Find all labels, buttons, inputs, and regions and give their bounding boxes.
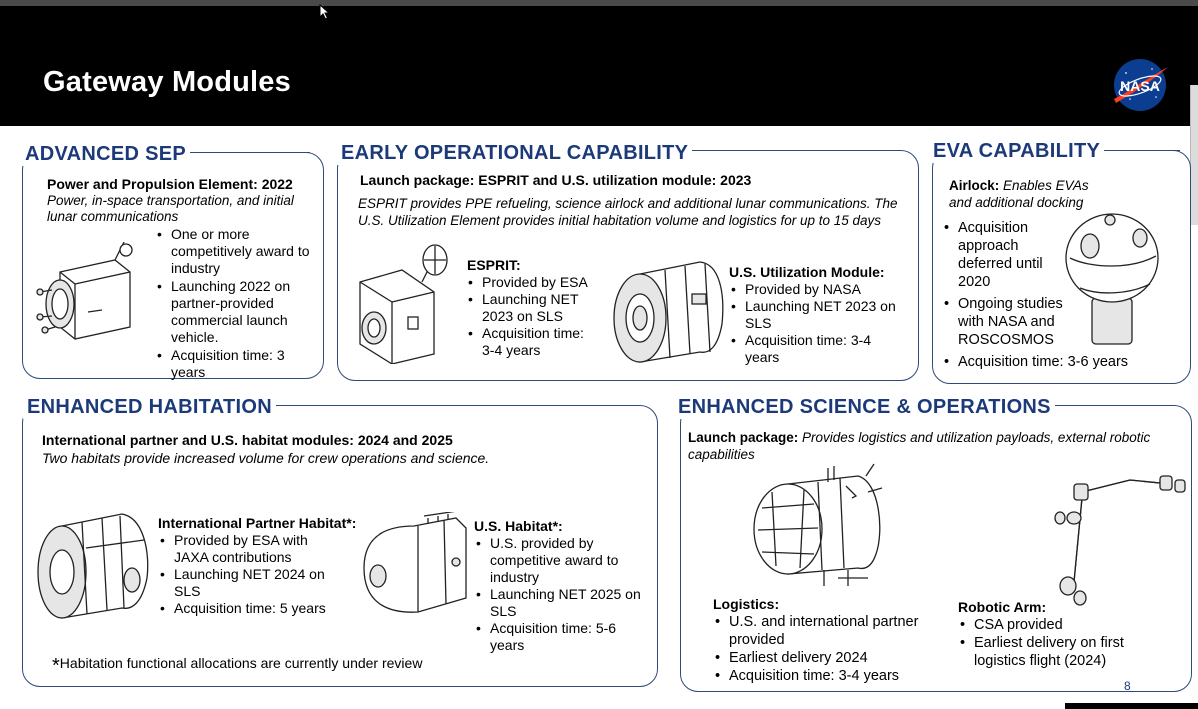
- ip-habitat-illustration: [32, 508, 154, 623]
- svg-text:NASA: NASA: [1120, 78, 1160, 94]
- ip-habitat-heading: International Partner Habitat*:: [158, 515, 357, 531]
- list-item: • Launching NET 2025 on SLS: [474, 586, 654, 620]
- logistics-heading: Logistics:: [713, 596, 780, 612]
- early-operational-heading: Launch package: ESPRIT and U.S. utilization module: 2023: [360, 172, 752, 188]
- list-item: • Acquisition time: 5-6 years: [474, 620, 654, 654]
- list-item: • Launching 2022 on partner-provided commercial launch vehicle.: [155, 278, 320, 346]
- list-item: • Launching NET 2023 on SLS: [729, 298, 909, 332]
- robotic-arm-illustration: [1040, 470, 1190, 610]
- list-item: • Acquisition time: 3-4 years: [713, 667, 943, 685]
- list-item: • Provided by ESA: [466, 274, 596, 291]
- robotic-arm-bullets: [958, 616, 1148, 670]
- ip-habitat-bullets: [158, 532, 343, 617]
- us-habitat-illustration: [344, 512, 472, 624]
- enhanced-habitation-title: ENHANCED HABITATION: [23, 396, 276, 419]
- logistics-bullets: [713, 613, 943, 685]
- list-item: • Acquisition approach deferred until 2020: [942, 219, 1070, 291]
- list-item: • U.S. and international partner provided: [713, 613, 943, 649]
- slide-title: Gateway Modules: [43, 66, 291, 98]
- ppe-module-illustration: [30, 242, 155, 352]
- us-utilization-bullets: [729, 281, 909, 366]
- esprit-module-illustration: [352, 242, 464, 364]
- eva-capability-title: EVA CAPABILITY: [929, 140, 1104, 163]
- airlock-illustration: [1060, 208, 1164, 346]
- early-operational-description: ESPRIT provides PPE refueling, science airlock and additional lunar communications. The U.S. Utilization Element provides initial habitation volume and logistics for up to 15 days: [358, 196, 898, 228]
- robotic-arm-heading: Robotic Arm:: [958, 599, 1047, 615]
- advanced-sep-title: ADVANCED SEP: [21, 143, 190, 166]
- list-item: • Ongoing studies with NASA and ROSCOSMOS: [942, 295, 1070, 349]
- habitation-heading: International partner and U.S. habitat modules: 2024 and 2025: [42, 432, 453, 448]
- advanced-sep-heading: Power and Propulsion Element: 2022: [47, 176, 293, 192]
- early-operational-title: EARLY OPERATIONAL CAPABILITY: [337, 142, 692, 165]
- list-item: • CSA provided: [958, 616, 1148, 634]
- list-item: • U.S. provided by competitive award to industry: [474, 535, 654, 586]
- list-item: • Acquisition time: 3-6 years: [942, 353, 1182, 371]
- list-item: • Acquisition time: 3-4 years: [466, 325, 596, 359]
- bottom-bar: [1065, 703, 1198, 709]
- us-habitat-bullets: [474, 535, 654, 654]
- science-heading: Launch package: Provides logistics and utilization payloads, external robotic capabilities: [688, 430, 1151, 462]
- page-number: 8: [1124, 679, 1131, 693]
- us-utilization-module-illustration: [610, 254, 730, 370]
- habitation-subtitle: Two habitats provide increased volume for crew operations and science.: [42, 450, 490, 466]
- list-item: • Launching NET 2024 on SLS: [158, 566, 343, 600]
- list-item: • Earliest delivery on first logistics flight (2024): [958, 634, 1148, 670]
- list-item: • Acquisition time: 3-4 years: [729, 332, 909, 366]
- eva-bullets: [942, 219, 1070, 349]
- scrollbar[interactable]: [1190, 85, 1198, 225]
- nasa-logo: [1108, 53, 1172, 117]
- list-item: • Launching NET 2023 on SLS: [466, 291, 596, 325]
- advanced-sep-subtitle: Power, in-space transportation, and initial lunar communications: [47, 193, 294, 224]
- advanced-sep-bullets: [155, 226, 320, 381]
- list-item: • Earliest delivery 2024: [713, 649, 943, 667]
- list-item: • Provided by ESA with JAXA contributions: [158, 532, 343, 566]
- science-operations-title: ENHANCED SCIENCE & OPERATIONS: [674, 396, 1055, 419]
- logistics-module-illustration: [748, 462, 888, 590]
- mouse-cursor-icon: [319, 4, 331, 20]
- list-item: • Provided by NASA: [729, 281, 909, 298]
- us-utilization-heading: U.S. Utilization Module:: [729, 264, 885, 280]
- list-item: • Acquisition time: 3 years: [155, 347, 320, 381]
- habitation-footnote: *Habitation functional allocations are currently under review: [52, 655, 423, 677]
- eva-last-bullet: [942, 353, 1182, 371]
- us-habitat-heading: U.S. Habitat*:: [474, 518, 563, 534]
- list-item: • One or more competitively award to industry: [155, 226, 320, 277]
- list-item: • Acquisition time: 5 years: [158, 600, 343, 617]
- esprit-bullets: [466, 274, 596, 359]
- esprit-heading: ESPRIT:: [467, 257, 521, 273]
- eva-heading: Airlock: Enables EVAs and additional docking: [949, 178, 1089, 210]
